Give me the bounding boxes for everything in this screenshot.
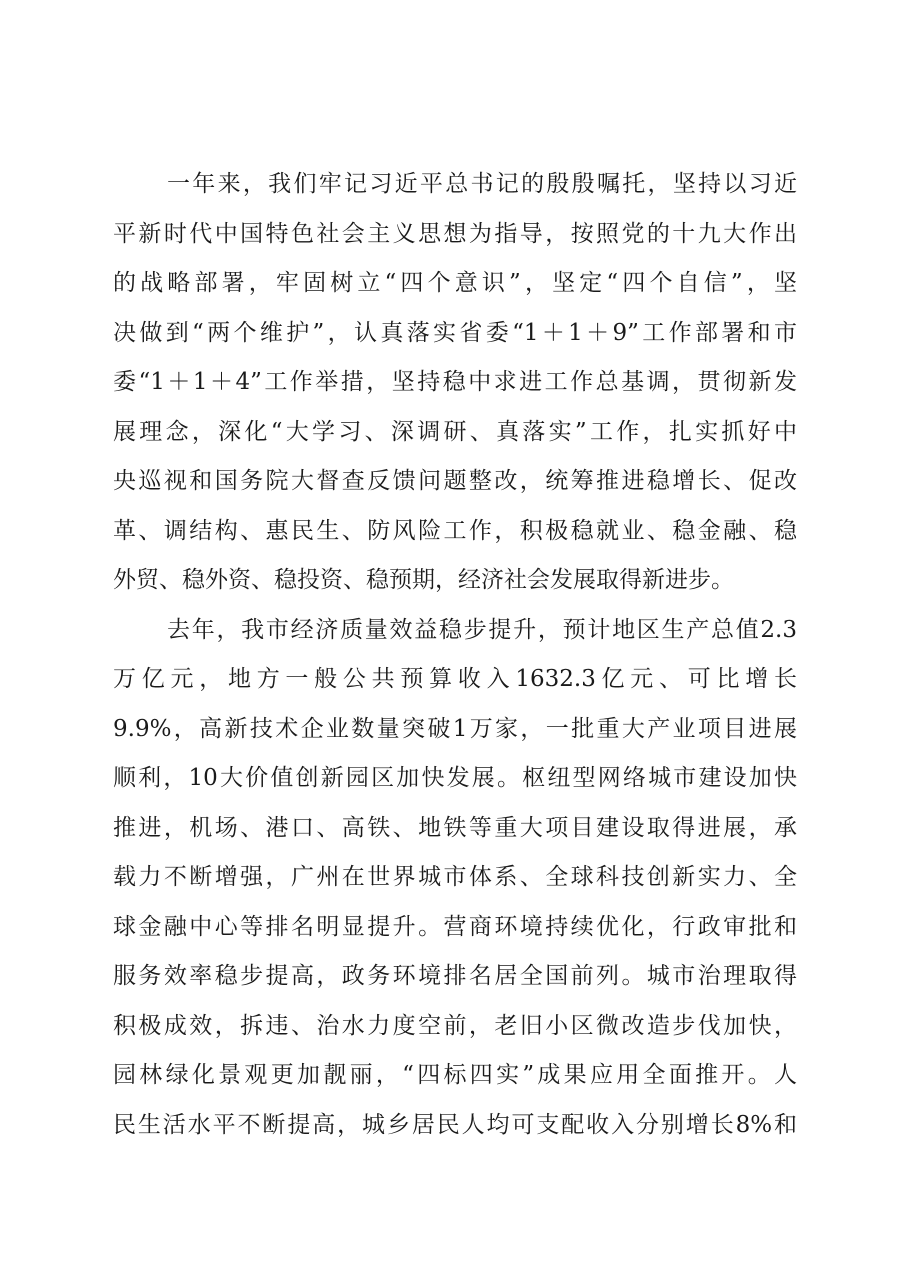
text-line: 球金融中心等排名明显提升。营商环境持续优化，行政审批和 [113, 913, 797, 940]
text-line: 推进，机场、港口、高铁、地铁等重大项目建设取得进展，承 [113, 814, 797, 841]
text-line: 委“1＋1＋4”工作举措，坚持稳中求进工作总基调，贯彻新发 [113, 369, 797, 395]
document-body [113, 160, 797, 1150]
text-line: 积极成效，拆违、治水力度空前，老旧小区微改造步伐加快， [113, 1012, 797, 1039]
paragraph-1 [113, 160, 797, 606]
text-line: 外贸、稳外资、稳投资、稳预期，经济社会发展取得新进步。 [113, 567, 734, 593]
text-line: 9.9%，高新技术企业数量突破1万家，一批重大产业项目进展 [113, 715, 797, 742]
text-line: 去年，我市经济质量效益稳步提升，预计地区生产总值2.3 [167, 616, 797, 643]
text-line: 顺利，10大价值创新园区加快发展。枢纽型网络城市建设加快 [113, 765, 797, 791]
text-line: 万亿元，地方一般公共预算收入1632.3亿元、可比增长 [113, 666, 797, 692]
text-line: 园林绿化景观更加靓丽，“四标四实”成果应用全面推开。人 [113, 1062, 797, 1088]
paragraph-2 [113, 606, 797, 1151]
text-line: 平新时代中国特色社会主义思想为指导，按照党的十九大作出 [113, 220, 797, 247]
text-line: 服务效率稳步提高，政务环境排名居全国前列。城市治理取得 [113, 963, 797, 989]
text-line: 的战略部署，牢固树立“四个意识”，坚定“四个自信”，坚 [113, 270, 797, 296]
text-line: 展理念，深化“大学习、深调研、真落实”工作，扎实抓好中 [113, 418, 797, 445]
text-line: 央巡视和国务院大督查反馈问题整改，统筹推进稳增长、促改 [113, 468, 797, 494]
text-line: 民生活水平不断提高，城乡居民人均可支配收入分别增长8%和 [113, 1111, 797, 1138]
text-line: 决做到“两个维护”，认真落实省委“1＋1＋9”工作部署和市 [113, 319, 797, 346]
text-line: 一年来，我们牢记习近平总书记的殷殷嘱托，坚持以习近 [167, 171, 797, 197]
text-line: 革、调结构、惠民生、防风险工作，积极稳就业、稳金融、稳 [113, 517, 797, 544]
text-line: 载力不断增强，广州在世界城市体系、全球科技创新实力、全 [113, 864, 797, 890]
